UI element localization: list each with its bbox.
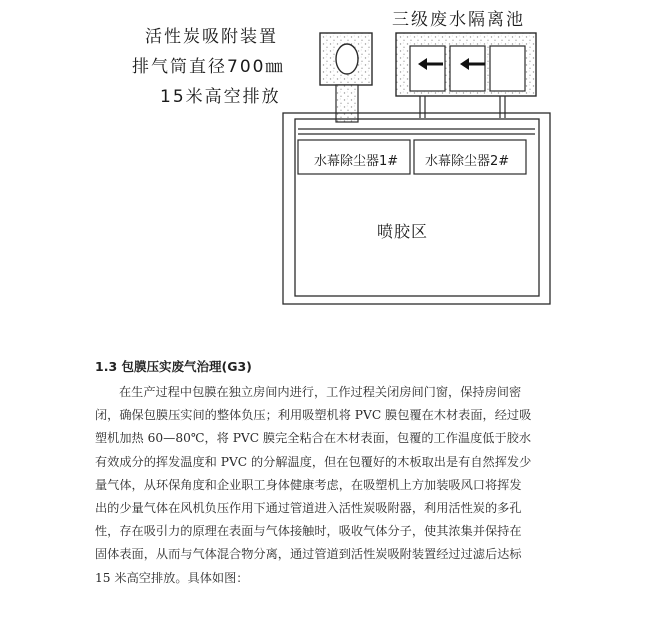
carbon-adsorption-box (320, 33, 372, 85)
spray-area-label: 喷胶区 (377, 222, 429, 241)
paragraph-line: 15 米高空排放。具体如图： (95, 570, 249, 585)
wastewater-tank (396, 33, 536, 96)
paragraph-line: 在生产过程中包膜在独立房间内进行，工作过程关闭房间门窗，保持房间密 (119, 385, 522, 399)
emission-height-label: 15米高空排放 (160, 87, 281, 107)
section-body (95, 381, 575, 590)
dust-remover-1-label: 水幕除尘器1# (314, 154, 399, 169)
exhaust-duct (336, 85, 358, 122)
paragraph-line: 量气体，从环保角度和企业职工身体健康考虑，在吸塑机上方加装吸风口将挥发 (95, 477, 522, 492)
dust-remover-2-label: 水幕除尘器2# (425, 154, 510, 169)
wastewater-tank-label: 三级废水隔离池 (392, 10, 525, 30)
tank-chamber-1 (410, 46, 445, 91)
tank-chamber-3 (490, 46, 525, 91)
carbon-device-label: 活性炭吸附装置 (145, 27, 278, 47)
water-pipes (420, 96, 505, 118)
chimney-opening (336, 44, 358, 74)
paragraph-line: 有效成分的挥发温度和 PVC 的分解温度，但在包覆好的木板取出是有自然挥发少 (95, 454, 532, 469)
paragraph-line: 闭，确保包膜压实间的整体负压；利用吸塑机将 PVC 膜包覆在木材表面，经过吸 (95, 408, 532, 423)
paragraph-line: 出的少量气体在风机负压作用下通过管道进入活性炭吸附器，利用活性炭的多孔 (95, 501, 522, 516)
section-heading: 1.3 包膜压实废气治理(G3) (95, 359, 252, 374)
paragraph-line: 性，存在吸引力的原理在表面与气体接触时，吸收气体分子，使其浓集并保持在 (95, 524, 522, 539)
paragraph-line: 固体表面，从而与气体混合物分离，通过管道到活性炭吸附装置经过过滤后达标 (95, 547, 522, 562)
paragraph-line: 塑机加热 60—80℃，将 PVC 膜完全粘合在木材表面，包覆的工作温度低于胶水 (95, 431, 532, 446)
chimney-diameter-label: 排气筒直径700㎜ (132, 57, 285, 77)
